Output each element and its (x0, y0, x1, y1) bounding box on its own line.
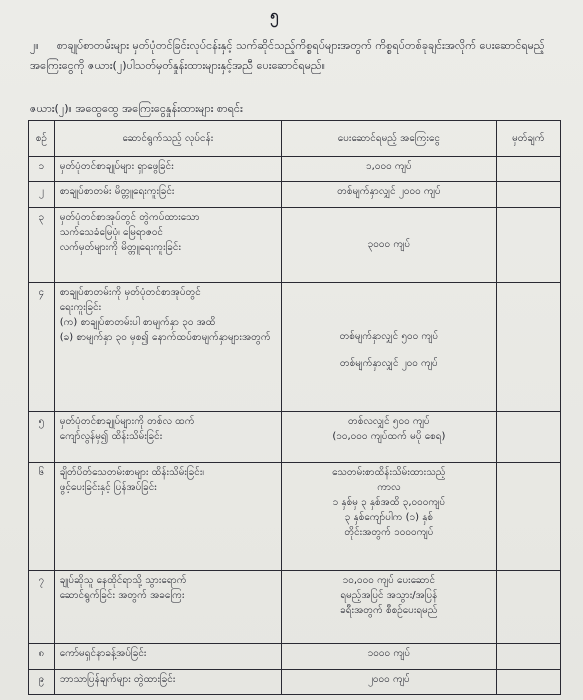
row-number: ၁ (29, 157, 55, 182)
work-line: ကျော်လွန်မှ၍ ထိန်းသိမ်းခြင်း (59, 431, 163, 443)
fee-table (28, 120, 561, 695)
fee-line: ၁၀၀၀ ကျပ် (367, 648, 411, 660)
row-fee (282, 283, 497, 412)
work-line: စာချုပ်စာတမ်းကို မှတ်ပုံတင်စာအုပ်တွင် (59, 287, 201, 299)
fee-line: ၂၀၀၀ ကျပ် (368, 673, 410, 685)
fee-line: ၁,၀၀၀ ကျပ် (366, 161, 412, 172)
row-number: ၃ (29, 207, 55, 283)
row-work (54, 571, 281, 644)
fee-line: တစ်မျက်နှာလျှင် ၂၀၀ ကျပ် (339, 358, 438, 370)
row-work (54, 182, 281, 207)
row-fee (282, 462, 497, 571)
table-row (29, 669, 561, 694)
fee-line: ၁၀,၀၀၀ ကျပ် ပေးဆောင် (342, 575, 436, 587)
header-no: စဉ် (29, 121, 55, 157)
row-work (54, 157, 281, 182)
fee-line: ၃ နှစ်ကျော်ပါက (၁) နှစ် (344, 511, 434, 523)
header-fee: ပေးဆောင်ရမည့် အကြေးငွေ (282, 121, 497, 157)
work-line: သက်သေခံမြေပုံ၊ မြေရာဇဝင် (59, 226, 163, 238)
row-note (496, 182, 560, 207)
fee-line: သေတမ်းစာထိန်းသိမ်းထားသည့် (332, 466, 446, 478)
intro-paragraph (30, 36, 565, 76)
row-work (54, 207, 281, 283)
row-fee (282, 182, 497, 207)
row-fee (282, 207, 497, 283)
table-row (29, 182, 561, 207)
row-note (496, 462, 560, 571)
fee-line: တစ်မျက်နှာလျှင် ၂၀၀၀ ကျပ် (337, 186, 441, 198)
work-line: ချုပ်ဆိုသူ နေထိုင်ရာသို့ သွားရောက် (59, 575, 187, 587)
row-fee (282, 157, 497, 182)
fee-line: တစ်လလျှင် ၅၀၀ ကျပ် (348, 416, 430, 428)
table-row (29, 283, 561, 412)
fee-line: ခရီးအတွက် စီစဉ်ပေးရမည် (340, 605, 438, 617)
fee-line: ကာလ (377, 481, 401, 493)
work-line: ကော်မရှင်နာခန့်အပ်ခြင်း (59, 648, 147, 660)
row-note (496, 571, 560, 644)
fee-line: ၁ နှစ်မှ ၃ နှစ်အထိ ၃,၀၀၀ကျပ် (332, 496, 446, 508)
table-row (29, 157, 561, 182)
work-line: ဖွင့်ပေးခြင်းနှင့် ပြန်အပ်ခြင်း (59, 481, 157, 493)
table-header-row (29, 121, 561, 157)
row-fee (282, 412, 497, 463)
row-note (496, 669, 560, 694)
fee-line: တစ်မျက်နှာလျှင် ၅၀၀ ကျပ် (339, 331, 439, 343)
row-number: ၄ (29, 283, 55, 412)
work-line: မှတ်ပုံတင်စာချုပ်များ ရှာဖွေခြင်း (59, 161, 174, 172)
row-number: ၇ (29, 571, 55, 644)
work-line: ဘာသာပြန်ချက်များ တွဲထားခြင်း (59, 673, 176, 685)
table-row (29, 462, 561, 571)
work-line: (ခ) စာမျက်နှာ ၃၀ မှစ၍ နောက်ထပ်စာမျက်နှာများအတွက် (59, 332, 271, 344)
header-work: ဆောင်ရွက်သည့် လုပ်ငန်း (54, 121, 281, 157)
row-note (496, 644, 560, 669)
fee-line: ရမည့်အပြင် အသွား/အပြန် (340, 590, 438, 602)
row-work (54, 283, 281, 412)
row-fee (282, 571, 497, 644)
row-note (496, 412, 560, 463)
table-title: ဇယား(၂)။ အထွေထွေ အကြေးငွေနှုန်းထားများ စာရင်း (30, 102, 243, 115)
work-line: ရေးကူးခြင်း (59, 302, 102, 314)
work-line: လက်မှတ်များကို မိတ္တူရေးကူးခြင်း (59, 241, 182, 253)
fee-line: (၁၀,၀၀၀ ကျပ်ထက် မပို စေရ) (332, 431, 446, 443)
row-work (54, 462, 281, 571)
work-line: ချိတ်ပိတ်သေတမ်းစာများ ထိန်းသိမ်းခြင်း၊ (59, 466, 204, 478)
paragraph-number: ၂။ (30, 39, 39, 52)
work-line: မှတ်ပုံတင်စာအုပ်တွင် တွဲကပ်ထားသော (59, 211, 200, 223)
table-row (29, 207, 561, 283)
row-number: ၆ (29, 462, 55, 571)
row-number: ၅ (29, 412, 55, 463)
fee-line: တိုင်းအတွက် ၁၀၀၀ကျပ် (344, 526, 434, 538)
header-note: မှတ်ချက် (496, 121, 560, 157)
page-number: ၅ (270, 6, 279, 24)
row-note (496, 207, 560, 283)
work-line: (က) စာချုပ်စာတမ်းပါ စာမျက်နှာ ၃၀ အထိ (59, 317, 216, 329)
row-work (54, 669, 281, 694)
paragraph-text: စာချုပ်စာတမ်းများ မှတ်ပုံတင်ခြင်းလုပ်ငန်းနှင့် သက်ဆိုင်သည့်ကိစ္စရပ်များအတွက် ကိစ္စရပ်တစ်ခုချင်းအလိုက် ပေးဆောင်ရမည့်အကြေးငွေကို ဇယား(၂)ပါသတ်မှတ်နှုန်းထားများနှင့်အညီ ပေးဆောင်ရမည်။ (30, 39, 545, 72)
row-note (496, 283, 560, 412)
table-row (29, 412, 561, 463)
table-row (29, 644, 561, 669)
row-note (496, 157, 560, 182)
row-work (54, 644, 281, 669)
row-work (54, 412, 281, 463)
work-line: မှတ်ပုံတင်စာချုပ်များကို တစ်လ ထက် (59, 416, 195, 428)
work-line: စာချုပ်စာတမ်း မိတ္တူရေးကူးခြင်း (59, 186, 175, 198)
fee-line: ၃၀၀၀ ကျပ် (367, 239, 411, 251)
row-fee (282, 644, 497, 669)
row-number: ၉ (29, 669, 55, 694)
work-line: ဆောင်ရွက်ခြင်း အတွက် အခကြေး (59, 590, 185, 602)
table-row (29, 571, 561, 644)
row-fee (282, 669, 497, 694)
row-number: ၂ (29, 182, 55, 207)
row-number: ၈ (29, 644, 55, 669)
